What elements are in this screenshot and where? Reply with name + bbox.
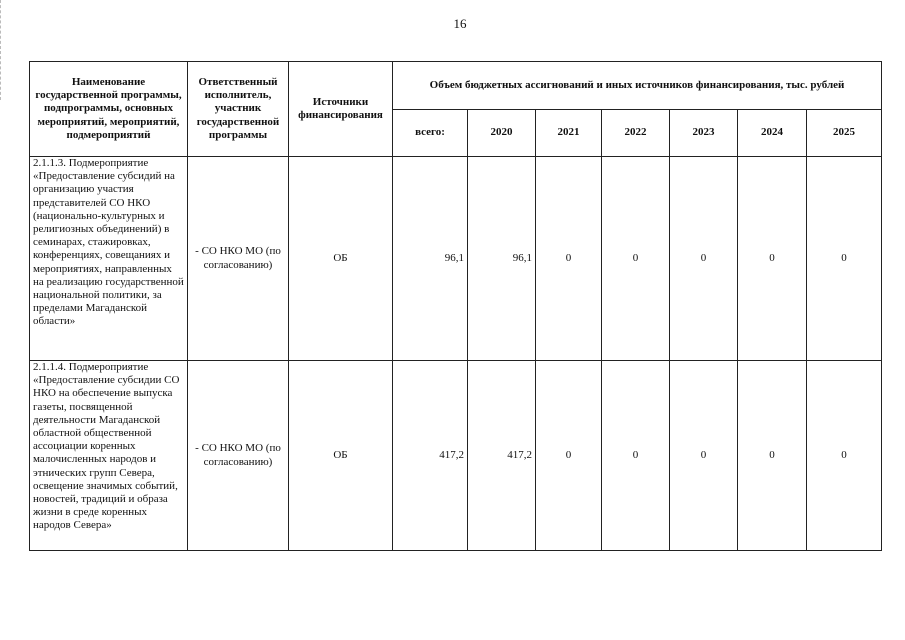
- row-value-2022: 0: [602, 157, 670, 361]
- row-value-2024: 0: [738, 157, 807, 361]
- header-year-2021: 2021: [536, 110, 602, 157]
- row-name: 2.1.1.4. Подмероприятие «Предоставление субсидии СО НКО на обеспечение выпуска газеты, посвященной деятельности Магаданской областной общественной ассоциации коренных малочисленных народов и этнических групп Севера, освещение значимых событий, новостей, традиций и образа жизни в среде коренных народов Севера»: [30, 361, 188, 551]
- row-value-2020: 417,2: [468, 361, 536, 551]
- header-year-2023: 2023: [670, 110, 738, 157]
- header-year-2024: 2024: [738, 110, 807, 157]
- header-executor: Ответственный исполнитель, участник государственной программы: [188, 62, 289, 157]
- row-value-2023: 0: [670, 361, 738, 551]
- header-year-2025: 2025: [807, 110, 882, 157]
- row-source: ОБ: [289, 361, 393, 551]
- row-executor: - СО НКО МО (по согласованию): [188, 361, 289, 551]
- row-value-2021: 0: [536, 157, 602, 361]
- budget-table: [29, 61, 882, 551]
- row-value-2022: 0: [602, 361, 670, 551]
- row-total: 96,1: [393, 157, 468, 361]
- row-name: 2.1.1.3. Подмероприятие «Предоставление субсидий на организацию участия представителей СО НКО (национально-культурных и религиозных объединений) в семинарах, стажировках, конференциях, совещаниях и мероприятиях, направленных на реализацию государственной национальной политики, за пределами Магаданской области»: [30, 157, 188, 361]
- page-number: 16: [453, 16, 467, 31]
- row-value-2025: 0: [807, 361, 882, 551]
- scan-edge-mark: [0, 0, 3, 100]
- header-volume: Объем бюджетных ассигнований и иных источников финансирования, тыс. рублей: [393, 62, 882, 110]
- row-source: ОБ: [289, 157, 393, 361]
- row-value-2023: 0: [670, 157, 738, 361]
- header-total: всего:: [393, 110, 468, 157]
- table-row: [30, 361, 882, 551]
- table-row: [30, 157, 882, 361]
- row-value-2021: 0: [536, 361, 602, 551]
- header-year-2022: 2022: [602, 110, 670, 157]
- row-value-2025: 0: [807, 157, 882, 361]
- header-source: Источники финансирования: [289, 62, 393, 157]
- row-value-2020: 96,1: [468, 157, 536, 361]
- header-year-2020: 2020: [468, 110, 536, 157]
- header-name: Наименование государственной программы, подпрограммы, основных мероприятий, мероприятий, подмероприятий: [30, 62, 188, 157]
- row-value-2024: 0: [738, 361, 807, 551]
- row-total: 417,2: [393, 361, 468, 551]
- row-executor: - СО НКО МО (по согласованию): [188, 157, 289, 361]
